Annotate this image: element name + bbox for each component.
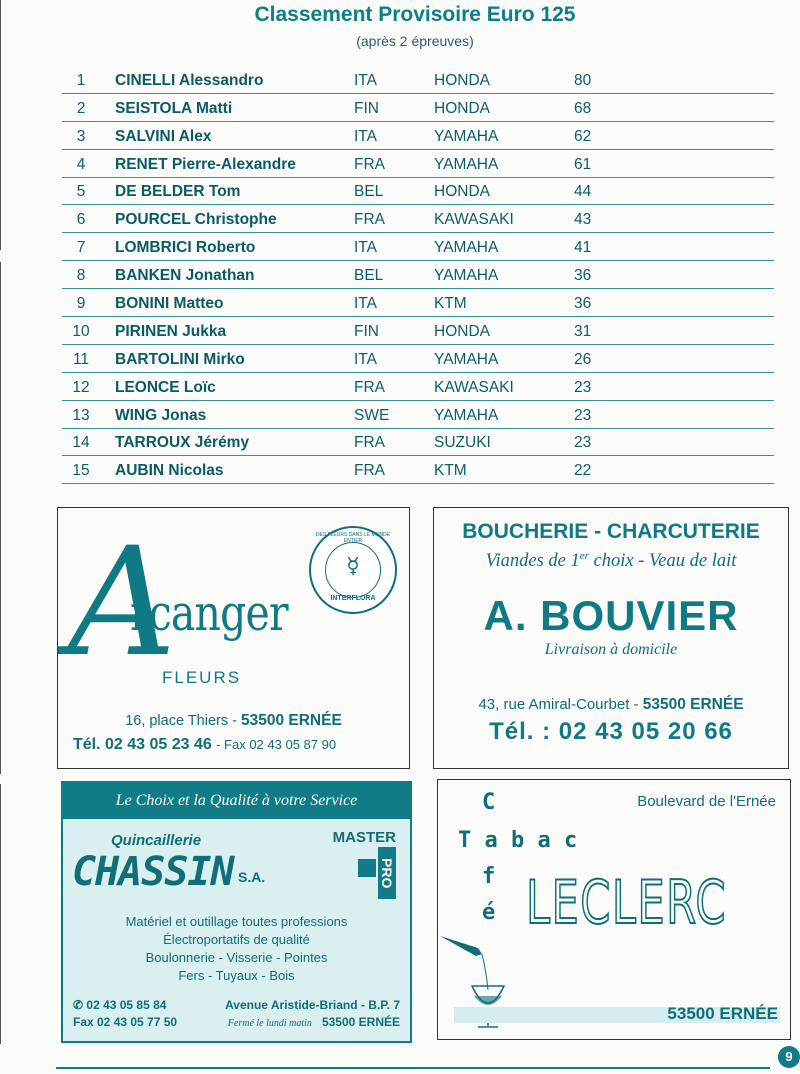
nation-cell: FRA bbox=[354, 155, 385, 173]
points-cell: 62 bbox=[574, 127, 592, 145]
rider-name-cell: SEISTOLA Matti bbox=[115, 99, 233, 117]
page-title: Classement Provisoire Euro 125 bbox=[254, 3, 576, 26]
rank-cell: 8 bbox=[76, 267, 86, 285]
nation-cell: ITA bbox=[354, 239, 377, 257]
table-row bbox=[62, 66, 774, 94]
rank-cell: 13 bbox=[72, 406, 90, 424]
chassin-address: Avenue Aristide-Briand - B.P. 7 bbox=[225, 998, 400, 1012]
make-cell: YAMAHA bbox=[434, 267, 499, 285]
rider-name-cell: CINELLI Alessandro bbox=[115, 71, 264, 89]
table-row bbox=[62, 429, 774, 457]
points-cell: 80 bbox=[574, 71, 592, 89]
chassin-slogan: Le Choix et la Qualité à votre Service bbox=[115, 792, 358, 809]
table-row bbox=[62, 289, 774, 317]
table-row bbox=[62, 317, 774, 345]
mercury-icon: ☿ bbox=[346, 554, 360, 579]
table-row bbox=[62, 150, 774, 178]
points-cell: 23 bbox=[574, 378, 592, 396]
make-cell: KTM bbox=[434, 462, 467, 480]
leclerc-street: Boulevard de l'Ernée bbox=[637, 793, 776, 810]
rider-name-cell: RENET Pierre-Alexandre bbox=[115, 155, 296, 173]
rank-cell: 5 bbox=[76, 183, 86, 201]
points-cell: 26 bbox=[574, 350, 592, 368]
make-cell: YAMAHA bbox=[434, 350, 499, 368]
points-cell: 23 bbox=[574, 406, 592, 424]
chassin-logo: CHASSIN bbox=[72, 849, 234, 895]
nation-cell: FIN bbox=[354, 322, 379, 340]
nation-cell: FRA bbox=[354, 211, 385, 229]
table-row bbox=[62, 122, 774, 150]
table-row bbox=[62, 205, 774, 233]
ad-arcanger-fleurs bbox=[57, 507, 410, 769]
rider-name-cell: LEONCE Loïc bbox=[115, 378, 216, 396]
table-row bbox=[62, 261, 774, 289]
leclerc-letter-e: é bbox=[482, 900, 496, 925]
arcanger-address: 16, place Thiers - 53500 ERNÉE bbox=[125, 712, 342, 729]
points-cell: 61 bbox=[574, 155, 592, 173]
make-cell: HONDA bbox=[434, 183, 490, 201]
list-item: Matériel et outillage toutes professions bbox=[125, 914, 348, 929]
table-row bbox=[62, 233, 774, 261]
rider-name-cell: BARTOLINI Mirko bbox=[115, 350, 245, 368]
nation-cell: FRA bbox=[354, 434, 385, 452]
points-cell: 41 bbox=[574, 239, 592, 257]
chassin-phone: ✆ 02 43 05 85 84 bbox=[73, 998, 167, 1012]
arcanger-logo-word: rcanger bbox=[130, 584, 288, 642]
nation-cell: ITA bbox=[354, 127, 377, 145]
rank-cell: 10 bbox=[72, 322, 90, 340]
page-subtitle: (après 2 épreuves) bbox=[356, 33, 474, 49]
nation-cell: BEL bbox=[354, 183, 384, 201]
make-cell: HONDA bbox=[434, 71, 490, 89]
bouvier-name: A. BOUVIER bbox=[483, 592, 739, 639]
interflora-badge-top: DES FLEURS DANS LE MONDE ENTIER bbox=[315, 532, 391, 544]
rank-cell: 12 bbox=[72, 378, 90, 396]
chassin-fax: Fax 02 43 05 77 50 bbox=[73, 1015, 178, 1029]
make-cell: HONDA bbox=[434, 99, 490, 117]
standings-table bbox=[62, 66, 774, 484]
leclerc-logo: LECLERC bbox=[526, 868, 728, 938]
nation-cell: FIN bbox=[354, 99, 379, 117]
ad-leclerc-cafe-tabac bbox=[437, 779, 791, 1040]
table-row bbox=[62, 178, 774, 206]
edge-line bbox=[0, 262, 1, 774]
nation-cell: ITA bbox=[354, 295, 377, 313]
chassin-category: Quincaillerie bbox=[111, 832, 202, 849]
make-cell: KAWASAKI bbox=[434, 211, 514, 229]
make-cell: YAMAHA bbox=[434, 239, 499, 257]
list-item: Fers - Tuyaux - Bois bbox=[178, 968, 295, 983]
rank-cell: 6 bbox=[76, 211, 86, 229]
chassin-product-list bbox=[63, 913, 410, 985]
nation-cell: FRA bbox=[354, 378, 385, 396]
page-number: 9 bbox=[778, 1046, 800, 1068]
rider-name-cell: BANKEN Jonathan bbox=[115, 267, 255, 285]
bouvier-address: 43, rue Amiral-Courbet - 53500 ERNÉE bbox=[478, 696, 744, 713]
make-cell: KTM bbox=[434, 295, 467, 313]
rank-cell: 15 bbox=[72, 462, 90, 480]
bouvier-phone: Tél. : 02 43 05 20 66 bbox=[489, 718, 733, 745]
table-row bbox=[62, 345, 774, 373]
points-cell: 31 bbox=[574, 322, 592, 340]
ad-bouvier-boucherie bbox=[433, 507, 789, 769]
chassin-city-line: Fermé le lundi matin 53500 ERNÉE bbox=[227, 1015, 400, 1029]
points-cell: 44 bbox=[574, 183, 592, 201]
points-cell: 22 bbox=[574, 462, 592, 480]
points-cell: 23 bbox=[574, 434, 592, 452]
points-cell: 68 bbox=[574, 99, 592, 117]
bouvier-delivery: Livraison à domicile bbox=[544, 641, 678, 658]
rank-cell: 1 bbox=[76, 71, 86, 89]
points-cell: 36 bbox=[574, 267, 592, 285]
leclerc-letter-c: C bbox=[482, 790, 496, 815]
arcanger-phone: Tél. 02 43 05 23 46 - Fax 02 43 05 87 90 bbox=[73, 736, 337, 753]
masterpro-logo: MASTER PRO bbox=[324, 829, 396, 899]
make-cell: YAMAHA bbox=[434, 155, 499, 173]
nation-cell: SWE bbox=[354, 406, 390, 424]
footer-rule bbox=[56, 1067, 770, 1069]
nation-cell: FRA bbox=[354, 462, 385, 480]
rider-name-cell: DE BELDER Tom bbox=[115, 183, 241, 201]
rider-name-cell: POURCEL Christophe bbox=[115, 211, 277, 229]
rider-name-cell: LOMBRICI Roberto bbox=[115, 239, 256, 257]
leclerc-city: 53500 ERNÉE bbox=[667, 1004, 778, 1023]
points-cell: 36 bbox=[574, 295, 592, 313]
make-cell: HONDA bbox=[434, 322, 490, 340]
rider-name-cell: AUBIN Nicolas bbox=[115, 462, 224, 480]
points-cell: 43 bbox=[574, 211, 592, 229]
arcanger-logo-letter: A bbox=[68, 516, 177, 690]
interflora-badge bbox=[309, 526, 397, 614]
rank-cell: 3 bbox=[76, 127, 86, 145]
nation-cell: BEL bbox=[354, 267, 384, 285]
rider-name-cell: TARROUX Jérémy bbox=[115, 434, 250, 452]
arcanger-tagline: FLEURS bbox=[162, 668, 242, 687]
make-cell: SUZUKI bbox=[434, 434, 491, 452]
rank-cell: 14 bbox=[72, 434, 90, 452]
rank-cell: 9 bbox=[76, 295, 86, 313]
rank-cell: 11 bbox=[72, 350, 90, 368]
bouvier-subheading: Viandes de 1er choix - Veau de lait bbox=[485, 550, 737, 572]
nation-cell: ITA bbox=[354, 71, 377, 89]
table-row bbox=[62, 401, 774, 429]
ad-chassin-quincaillerie bbox=[61, 781, 412, 1043]
rider-name-cell: PIRINEN Jukka bbox=[115, 322, 227, 340]
rank-cell: 4 bbox=[76, 155, 86, 173]
list-item: Électroportatifs de qualité bbox=[163, 932, 310, 947]
rider-name-cell: WING Jonas bbox=[115, 406, 207, 424]
leclerc-letter-f: f bbox=[482, 864, 496, 889]
make-cell: KAWASAKI bbox=[434, 378, 514, 396]
edge-line bbox=[0, 784, 1, 1044]
make-cell: YAMAHA bbox=[434, 127, 499, 145]
rank-cell: 2 bbox=[76, 99, 86, 117]
rider-name-cell: BONINI Matteo bbox=[115, 295, 224, 313]
rider-name-cell: SALVINI Alex bbox=[115, 127, 212, 145]
nation-cell: ITA bbox=[354, 350, 377, 368]
table-row bbox=[62, 373, 774, 401]
table-row bbox=[62, 94, 774, 122]
make-cell: YAMAHA bbox=[434, 406, 499, 424]
rank-cell: 7 bbox=[76, 239, 86, 257]
interflora-label: INTERFLORA bbox=[330, 595, 376, 602]
table-row bbox=[62, 456, 774, 484]
bouvier-heading: BOUCHERIE - CHARCUTERIE bbox=[462, 520, 760, 543]
chassin-suffix: S.A. bbox=[238, 869, 266, 885]
list-item: Boulonnerie - Visserie - Pointes bbox=[145, 950, 328, 965]
leclerc-tabac: T a b a c bbox=[458, 828, 578, 853]
